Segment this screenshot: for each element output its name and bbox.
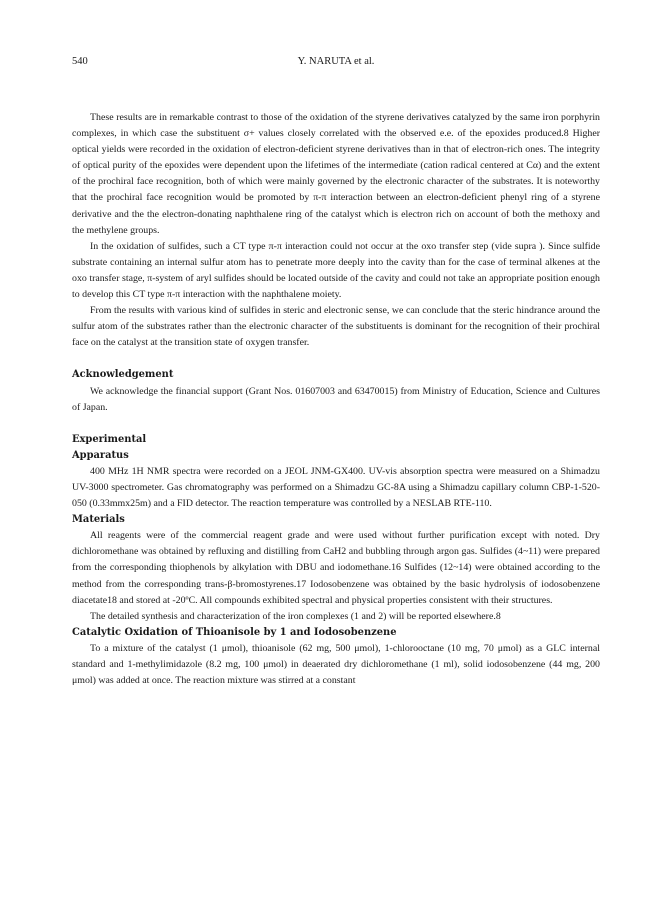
page-number: 540: [72, 56, 88, 67]
running-title: Y. NARUTA et al.: [297, 56, 375, 67]
discussion-paragraph-3: From the results with various kind of sulfides in steric and electronic sense, we can conclude that the steric hindrance around the sulfur atom of the substrates rather than the electronic character of the substituents is dominant for the recognition of their prochiral face on the catalyst at the transition state of oxygen transfer.: [72, 305, 600, 349]
apparatus-heading: Apparatus: [72, 449, 129, 461]
materials-heading: Materials: [72, 514, 125, 526]
acknowledgement-heading: Acknowledgement: [72, 369, 174, 381]
discussion-paragraph-2: In the oxidation of sulfides, such a CT type π-π interaction could not occur at the oxo transfer step (vide supra ). Since sulfide substrate containing an internal sulfur atom has to penetrate more deeply into the cavity than for the case of terminal alkenes at the oxo transfer stage, π-system of aryl sulfides should be located outside of the cavity and could not take an appropriate position enough to develop this CT type π-π interaction with the naphthalene moiety.: [72, 240, 600, 301]
page-header: [72, 56, 600, 72]
acknowledgement-text: We acknowledge the financial support (Grant Nos. 01607003 and 63470015) from Ministry of Education, Science and Cultures of Japan.: [72, 385, 600, 413]
catalytic-oxidation-heading: Catalytic Oxidation of Thioanisole by 1 and Iodosobenzene: [72, 626, 397, 638]
materials-text-2: The detailed synthesis and characterization of the iron complexes (1 and 2) will be reported elsewhere.8: [90, 610, 501, 622]
article-body: [72, 110, 600, 689]
apparatus-text: 400 MHz 1H NMR spectra were recorded on a JEOL JNM-GX400. UV-vis absorption spectra were measured on a Shimadzu UV-3000 spectrometer. Gas chromatography was performed on a Shimadzu GC-8A using a Shimadzu capillary column CBP-1-520-050 (0.33mmx25m) and a FID detector. The reaction temperature was controlled by a NESLAB RTE-110.: [72, 465, 600, 510]
catalytic-oxidation-text: To a mixture of the catalyst (1 μmol), thioanisole (62 mg, 500 μmol), 1-chlorooctane (10 mg, 70 μmol) as a GLC internal standard and 1-methylimidazole (8.2 mg, 100 μmol) in deaerated dry dichloromethane (1 ml), solid iodosobenzene (44 mg, 200 μmol) was added at once. The reaction mixture was stirred at a constant: [72, 642, 600, 687]
materials-text: All reagents were of the commercial reagent grade and were used without further purification except with noted. Dry dichloromethane was obtained by refluxing and distilling from CaH2 and bubbling through argon gas. Sulfides (4~11) were prepared from the corresponding thiophenols by alkylation with DBU and iodomethane.16 Sulfides (12~14) were obtained according to the method from the corresponding trans-β-bromostyrenes.17 Iodosobenzene was obtained by the basic hydrolysis of iodosobenzene diacetate18 and stored at -20ºC. All compounds exhibited spectral and physical properties consistent with their structures.: [72, 530, 600, 606]
experimental-heading: Experimental: [72, 433, 147, 445]
discussion-paragraph-1: These results are in remarkable contrast to those of the oxidation of the styrene derivatives catalyzed by the same iron porphyrin complexes, in which case the substituent σ+ values closely correlated with the observed e.e. of the epoxides produced.8 Higher optical yields were recorded in the oxidation of electron-deficient styrene derivatives than in that of electron-rich ones. The integrity of optical purity of the epoxides were dependent upon the lifetimes of the intermediate (cation radical centered at Cα) and the extent of the prochiral face recognition, both of which were mainly governed by the electronic character of the substrates. It is noteworthy that the prochiral face recognition would be promoted by π-π interaction between an electron-deficient phenyl ring of a styrene derivative and the the electron-donating naphthalene ring of the catalyst which is electron rich on account of both the methoxy and the methylene groups.: [72, 112, 600, 236]
